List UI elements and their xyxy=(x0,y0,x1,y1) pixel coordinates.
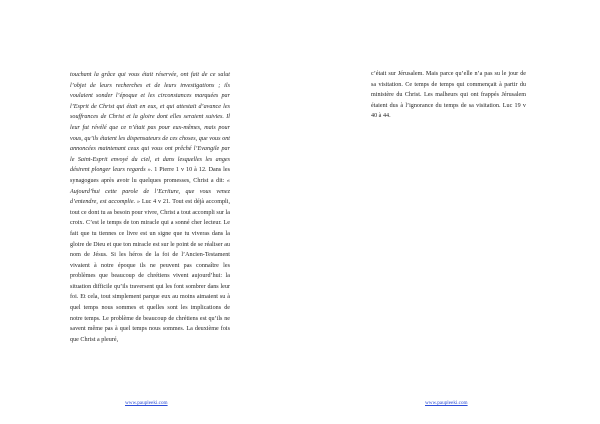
left-italic-quote: « Aujourd’hui cette parole de l’Ecriture, que vous venez d’entendre, est accomplie. » xyxy=(70,177,230,206)
left-page-paragraph xyxy=(70,70,230,345)
right-page xyxy=(300,0,600,424)
left-reference-1: . 1 Pierre 1 v 10 à 12. Dans les synagogues après avoir lu quelques promesses, Christ a dit: xyxy=(70,167,230,184)
right-footer-link[interactable]: www.paupleeki.com xyxy=(425,400,468,406)
left-page-text xyxy=(70,70,230,345)
left-footer-link[interactable]: www.paupleeki.com xyxy=(125,400,168,406)
left-italic-passage: touchant la grâce qui vous était réservée, ont fait de ce salut l’objet de leurs recherches et de leurs investigations ; ils voulaient sonder l’époque et les circonstances marquées par l’Esprit de Christ qui était en eux, et qui attestait d’avance les souffrances de Christ et la gloire dont elles seraient suivies. Il leur fut révélé que ce n’était pas pour eux-mêmes, mais pour vous, qu’ils étaient les dispensateurs de ces choses, que vous ont annoncées maintenant ceux qui vous ont prêché l’Evangile par le Saint-Esprit envoyé du ciel, et dans lesquelles les anges désirent plonger leurs regards » xyxy=(70,72,230,174)
left-body-text: Luc 4 v 21. Tout est déjà accompli, tout ce dont tu as besoin pour vivre, Christ a tout accompli sur la croix. C’est le temps de ton miracle qui a sonné cher lecteur. Le fait que tu tiennes ce livre est un signe que tu viveras dans la gloire de Dieu et que ton miracle est sur le point de se réaliser au nom de Jésus. Si les héros de la foi de l’Ancien-Testament vivaient à notre époque ils ne peuvent pas connaître les problèmes que beaucoup de chrétiens vivent aujourd’hui: la situation difficile qu’ils traversent qui les font sombrer dans leur foi. Et cela, tout simplement parque eux au moins aimaient su à quel temps nous sommes et quelles sont les implications de notre temps. Le problème de beaucoup de chrétiens est qu’ils ne savent même pas à quel temps nous sommes. La deuxième fois que Christ a pleuré, xyxy=(70,199,230,343)
right-body-text: c’était sur Jérusalem. Mais parce qu’elle n’a pas su le jour de sa visitation. Ce temps de temps qui commençait à partir du ministère du Christ. Les malheurs qui ont frappés Jérusalem étaient dus à l’ignorance du temps de sa visitation. Luc 19 v 40 à 44. xyxy=(371,71,526,120)
right-page-text xyxy=(371,69,526,122)
